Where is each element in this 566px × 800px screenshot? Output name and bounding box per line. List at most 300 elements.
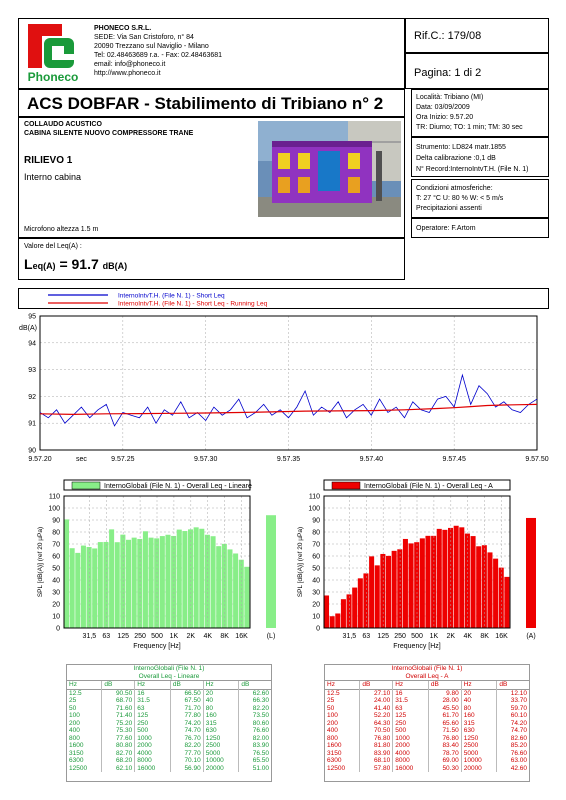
y-tick-label: 70	[52, 541, 60, 549]
table-cell: 10000	[461, 757, 497, 765]
table-cell: 74.70	[510, 727, 527, 734]
table-cell: 61.70	[428, 712, 461, 720]
x-tick-label: 1K	[169, 633, 179, 640]
report-title: ACS DOBFAR - Stabilimento di Tribiano n° 2	[27, 94, 384, 113]
leq-unit: dB(A)	[102, 261, 128, 271]
table-cell: 160	[203, 712, 239, 720]
table-row	[67, 697, 271, 705]
logo-text: Phoneco	[27, 70, 79, 84]
bar-1250	[177, 530, 182, 628]
x-tick-label: 4K	[463, 633, 473, 640]
table-header-cell: Hz	[325, 681, 360, 689]
spectrum-title: InternoGlobali (File N. 1) - Overall Leq - Lineare	[104, 483, 252, 490]
table-cell: 69.00	[428, 757, 461, 765]
table-a	[324, 664, 530, 782]
table-cell: 83.90	[360, 750, 393, 758]
table-cell: 125	[135, 712, 171, 720]
table-cell: 1000	[135, 735, 171, 743]
y-axis-label: dB(A)	[19, 325, 37, 332]
table-row	[325, 727, 529, 735]
table-cell: 64.30	[360, 720, 393, 728]
leq-value-line	[24, 256, 127, 272]
info-record: N° Record:InternoIntvT.H. (File N. 1)	[416, 166, 529, 173]
table-header-cell: dB	[428, 681, 461, 689]
table-cell: 66.30	[252, 697, 269, 704]
table-cell: 63	[135, 705, 171, 713]
leq-subscript: eq(A)	[32, 261, 56, 271]
table-cell: 60.10	[510, 712, 527, 719]
bar-315	[143, 531, 148, 628]
x-tick-label: 9.57.35	[276, 456, 301, 463]
bar-315	[403, 539, 408, 628]
table-cell: 800	[325, 735, 360, 743]
overall-bar	[526, 518, 536, 628]
x-tick-label: 1K	[429, 633, 439, 640]
table-linear-grid	[67, 681, 271, 772]
bar-50	[358, 578, 363, 628]
x-tick-label: 31,5	[82, 633, 97, 640]
table-cell: 2500	[461, 742, 497, 750]
info-condizioni: Condizioni atmosferiche:	[416, 185, 493, 192]
x-tick-label: 250	[134, 633, 146, 640]
company-logo	[22, 22, 84, 84]
table-cell: 59.70	[510, 704, 527, 712]
company-web: http://www.phoneco.it	[94, 70, 161, 77]
table-cell: 2000	[393, 742, 429, 750]
bar-100	[115, 542, 120, 628]
rilievo-label: RILIEVO 1	[24, 155, 73, 166]
bar-1600	[182, 531, 187, 628]
table-cell: 3150	[325, 750, 360, 758]
table-cell: 12500	[325, 765, 360, 773]
spectrum-legend-swatch	[332, 482, 360, 489]
bar-6300	[476, 546, 481, 628]
table-cell: 16	[135, 689, 171, 697]
bar-1000	[431, 536, 436, 628]
x-tick-label: 16K	[495, 633, 508, 640]
subtitle-cabina: CABINA SILENTE NUOVO COMPRESSORE TRANE	[24, 130, 194, 137]
bar-800	[425, 536, 430, 628]
x-tick-label: 63	[362, 633, 371, 640]
table-cell: 71.50	[428, 727, 461, 735]
table-cell: 50.30	[428, 765, 461, 773]
table-cell: 73.50	[252, 712, 269, 719]
table-cell: 27.10	[360, 689, 393, 697]
bar-40	[352, 588, 357, 628]
table-cell: 57.80	[360, 765, 393, 773]
bar-4000	[465, 534, 470, 628]
bar-100	[375, 565, 380, 628]
spectrum-title: InternoGlobali (File N. 1) - Overall Leq - A	[364, 483, 493, 490]
table-cell: 500	[393, 727, 429, 735]
logo-graphic	[22, 22, 84, 84]
bar-2000	[188, 529, 193, 628]
table-cell: 500	[135, 727, 171, 735]
table-cell: 6300	[325, 757, 360, 765]
table-row	[67, 742, 271, 750]
table-cell: 315	[461, 720, 497, 728]
table-cell: 70.10	[170, 757, 203, 765]
bar-10000	[487, 552, 492, 628]
table-header-row	[67, 681, 271, 689]
y-tick-label: 95	[28, 313, 36, 321]
table-cell: 16	[393, 689, 429, 697]
table-cell: 71.40	[102, 712, 135, 720]
bar-160	[386, 556, 391, 628]
page-box	[405, 53, 549, 89]
table-cell: 75.20	[102, 720, 135, 728]
time-chart-svg	[18, 288, 549, 468]
table-cell: 71.60	[102, 705, 135, 713]
bar-800	[165, 535, 170, 628]
table-cell: 80	[203, 705, 239, 713]
table-cell: 82.20	[170, 742, 203, 750]
y-tick-label: 20	[312, 601, 320, 609]
table-cell: 85.20	[510, 742, 527, 749]
company-phone: Tel: 02.48463689 r.a. - Fax: 02.48463681	[94, 52, 223, 59]
table-cell: 16000	[393, 765, 429, 773]
table-cell: 74.20	[170, 720, 203, 728]
bar-2000	[448, 528, 453, 628]
table-cell: 50	[67, 705, 102, 713]
bar-10000	[227, 549, 232, 628]
y-tick-label: 70	[312, 541, 320, 549]
y-tick-label: 110	[308, 493, 320, 501]
bar-31.5	[347, 594, 352, 628]
table-row	[325, 697, 529, 705]
y-tick-label: 80	[52, 529, 60, 537]
x-tick-label: 125	[117, 633, 130, 640]
y-tick-label: 90	[28, 447, 36, 455]
bar-4000	[205, 535, 210, 628]
location-description: Interno cabina	[24, 172, 82, 182]
y-tick-label: 40	[52, 577, 60, 585]
x-tick-label: 9.57.30	[193, 456, 218, 463]
table-cell: 20000	[461, 765, 497, 773]
table-cell: 1250	[461, 735, 497, 743]
table-cell: 12500	[67, 765, 102, 773]
company-address2: 20090 Trezzano sul Naviglio - Milano	[94, 43, 209, 50]
operator-box	[411, 218, 549, 238]
table-cell: 160	[461, 712, 497, 720]
table-header-cell: dB	[170, 681, 203, 689]
info-strumento: Strumento: LD824 matr.1855	[416, 144, 506, 151]
spectrum-chart-linear	[30, 478, 290, 658]
table-cell: 76.70	[170, 735, 203, 743]
table-cell: 78.70	[428, 750, 461, 758]
leq-symbol: L	[24, 256, 33, 272]
table-cell: 83.40	[428, 742, 461, 750]
bar-20000	[504, 577, 509, 628]
bar-31.5	[87, 547, 92, 628]
y-tick-label: 92	[28, 393, 36, 401]
bar-500	[414, 542, 419, 628]
table-cell: 6300	[67, 757, 102, 765]
company-address1: SEDE: Via San Cristoforo, n° 84	[94, 34, 194, 41]
y-tick-label: 30	[52, 589, 60, 597]
y-tick-label: 50	[312, 565, 320, 573]
bar-8000	[222, 544, 227, 628]
instrument-box	[411, 137, 549, 177]
y-tick-label: 100	[308, 505, 320, 513]
table-cell: 70.50	[360, 727, 393, 735]
table-header-cell: Hz	[203, 681, 239, 689]
x-tick-label: 4K	[203, 633, 213, 640]
subtitle-collaudo: COLLAUDO ACUSTICO	[24, 121, 102, 128]
table-header-cell: dB	[102, 681, 135, 689]
company-info	[94, 24, 314, 78]
spectrum-linear-svg	[30, 478, 290, 658]
table-cell: 25	[325, 697, 360, 705]
y-tick-label: 30	[312, 589, 320, 597]
table-cell: 51.00	[252, 764, 269, 772]
spectrum-legend-swatch	[72, 482, 100, 489]
table-cell: 100	[67, 712, 102, 720]
bar-12500	[493, 559, 498, 628]
table-cell: 68.20	[102, 757, 135, 765]
table-cell: 68.10	[360, 757, 393, 765]
table-row	[325, 689, 529, 697]
table-cell: 62.60	[252, 689, 269, 697]
table-cell: 1000	[393, 735, 429, 743]
table-cell: 71.70	[170, 705, 203, 713]
table-linear-title1: InternoGlobali (File N. 1)	[133, 665, 205, 672]
x-tick-label: 2K	[446, 633, 456, 640]
ref-box	[405, 18, 549, 53]
bar-16000	[499, 568, 504, 628]
y-tick-label: 100	[48, 505, 60, 513]
info-delta: Delta calibrazione :0,1 dB	[416, 155, 496, 162]
bar-2500	[194, 527, 199, 628]
table-cell: 42.60	[510, 764, 527, 772]
table-cell: 80.60	[252, 719, 269, 727]
weather-box	[411, 179, 549, 218]
info-operatore: Operatore: F.Artom	[416, 225, 476, 232]
table-row	[325, 735, 529, 743]
leq-value: = 91.7	[59, 256, 99, 272]
y-tick-label: 110	[48, 493, 60, 501]
table-cell: 630	[203, 727, 239, 735]
bar-1000	[171, 536, 176, 628]
bar-500	[154, 538, 159, 628]
legend-label-1: InternoIntvT.H. (File N. 1) - Short Leq - Running Leq	[118, 300, 268, 308]
table-cell: 31.5	[393, 697, 429, 705]
table-cell: 65.60	[428, 720, 461, 728]
table-cell: 65.50	[252, 757, 269, 764]
table-row	[67, 705, 271, 713]
table-cell: 20	[203, 689, 239, 697]
bar-25	[341, 599, 346, 628]
x-tick-label: 2K	[186, 633, 196, 640]
overall-label: (L)	[266, 633, 276, 640]
x-tick-label: 125	[377, 633, 390, 640]
table-cell: 80.80	[102, 742, 135, 750]
bar-400	[409, 543, 414, 628]
table-cell: 76.80	[428, 735, 461, 743]
x-tick-label: 9.57.45	[442, 456, 466, 463]
page-number: Pagina: 1 di 2	[414, 67, 482, 79]
bar-250	[137, 539, 142, 628]
spectrum-a-svg	[290, 478, 550, 658]
table-header-cell: dB	[241, 681, 250, 688]
table-cell: 12.10	[510, 689, 527, 697]
table-cell: 28.00	[428, 697, 461, 705]
y-tick-label: 10	[312, 613, 320, 621]
table-cell: 40	[461, 697, 497, 705]
y-axis-label: SPL [dB(A)] (ref 20 µPa)	[37, 526, 44, 598]
table-cell: 90.50	[102, 689, 135, 697]
table-cell: 52.20	[360, 712, 393, 720]
info-precipitazioni: Precipitazioni assenti	[416, 205, 482, 212]
legend-box	[19, 289, 549, 309]
table-cell: 31.5	[135, 697, 171, 705]
table-cell: 41.40	[360, 705, 393, 713]
site-photo	[258, 121, 401, 217]
photo-image	[258, 121, 401, 217]
table-cell: 82.70	[102, 750, 135, 758]
y-tick-label: 91	[28, 420, 36, 428]
x-axis-label: Frequency [Hz]	[393, 643, 441, 650]
info-ora: Ora Inizio: 9.57.20	[416, 114, 474, 121]
test-subtitle	[24, 120, 264, 138]
y-tick-label: 90	[52, 517, 60, 525]
table-cell: 125	[393, 712, 429, 720]
time-history-chart	[18, 288, 549, 468]
table-cell: 77.60	[102, 735, 135, 743]
table-cell: 74.70	[170, 727, 203, 735]
x-axis-label: Frequency [Hz]	[133, 643, 181, 650]
bar-63	[363, 573, 368, 628]
x-tick-label: 500	[411, 633, 423, 640]
company-email: email: info@phoneco.it	[94, 61, 166, 68]
company-name: PHONECO S.R.L.	[94, 25, 152, 32]
table-row	[67, 712, 271, 720]
x-tick-label: 8K	[480, 633, 489, 640]
leq-label: Valore del Leq(A) :	[24, 243, 82, 250]
spectrum-chart-a	[290, 478, 550, 658]
table-cell: 81.80	[360, 742, 393, 750]
table-cell: 2000	[135, 742, 171, 750]
x-unit-label: sec	[75, 456, 87, 463]
table-cell: 25	[67, 697, 102, 705]
x-tick-label: 16K	[235, 633, 248, 640]
y-tick-label: 40	[312, 577, 320, 585]
bar-63	[103, 542, 108, 628]
y-tick-label: 20	[52, 601, 60, 609]
table-a-grid	[325, 681, 529, 772]
table-cell: 250	[393, 720, 429, 728]
bar-5000	[211, 536, 216, 628]
bar-630	[160, 536, 165, 628]
bar-20	[335, 613, 340, 628]
table-cell: 4000	[393, 750, 429, 758]
table-row	[325, 765, 529, 773]
y-tick-label: 0	[316, 625, 320, 633]
bar-12500	[233, 553, 238, 628]
ref-number: Rif.C.: 179/08	[414, 30, 482, 42]
info-data: Data: 03/09/2009	[416, 104, 470, 111]
bar-160	[126, 540, 131, 628]
table-cell: 76.60	[252, 727, 269, 734]
table-cell: 100	[325, 712, 360, 720]
bar-12.5	[324, 595, 329, 628]
table-row	[325, 757, 529, 765]
y-tick-label: 90	[312, 517, 320, 525]
table-row	[67, 727, 271, 735]
table-cell: 80	[461, 705, 497, 713]
table-cell: 800	[67, 735, 102, 743]
table-cell: 74.20	[510, 719, 527, 727]
bar-16	[330, 616, 335, 628]
bar-400	[149, 538, 154, 628]
legend-label-0: InternoIntvT.H. (File N. 1) - Short Leq	[118, 292, 225, 300]
bar-1600	[442, 530, 447, 628]
table-row	[67, 720, 271, 728]
table-cell: 9.80	[428, 689, 461, 697]
table-cell: 4000	[135, 750, 171, 758]
y-axis-label: SPL [dB(A)] (ref 20 µPa)	[297, 526, 304, 598]
table-cell: 56.90	[170, 765, 203, 773]
table-linear	[66, 664, 272, 782]
x-tick-label: 63	[102, 633, 111, 640]
table-header-cell: dB	[499, 681, 508, 688]
table-row	[67, 757, 271, 765]
x-tick-label: 9.57.50	[525, 456, 549, 463]
table-cell: 77.70	[170, 750, 203, 758]
table-cell: 68.70	[102, 697, 135, 705]
table-cell: 76.50	[252, 749, 269, 757]
y-tick-label: 93	[28, 367, 36, 375]
table-cell: 24.00	[360, 697, 393, 705]
table-cell: 2500	[203, 742, 239, 750]
x-tick-label: 9.57.25	[111, 456, 135, 463]
table-cell: 67.50	[170, 697, 203, 705]
table-cell: 400	[325, 727, 360, 735]
table-cell: 1600	[67, 742, 102, 750]
x-tick-label: 9.57.40	[359, 456, 384, 463]
y-tick-label: 0	[56, 625, 60, 633]
table-cell: 630	[461, 727, 497, 735]
table-cell: 83.90	[252, 742, 269, 749]
overall-label: (A)	[526, 633, 536, 640]
table-cell: 10000	[203, 757, 239, 765]
bar-125	[380, 554, 385, 628]
bar-125	[120, 535, 125, 628]
table-cell: 66.50	[170, 689, 203, 697]
bar-16	[70, 548, 75, 628]
microphone-height: Microfono altezza 1.5 m	[24, 226, 99, 233]
table-cell: 63.00	[510, 757, 527, 764]
table-cell: 8000	[393, 757, 429, 765]
y-tick-label: 10	[52, 613, 60, 621]
bar-25	[81, 546, 86, 628]
table-cell: 82.60	[510, 734, 527, 742]
table-cell: 75.30	[102, 727, 135, 735]
bar-2500	[454, 526, 459, 628]
x-tick-label: 9.57.20	[28, 456, 52, 463]
bar-16000	[239, 560, 244, 628]
table-cell: 200	[67, 720, 102, 728]
table-linear-title2: Overall Leq - Lineare	[67, 673, 271, 682]
x-tick-label: 8K	[220, 633, 229, 640]
table-cell: 62.10	[102, 765, 135, 773]
bar-20000	[244, 567, 249, 628]
bar-40	[92, 548, 97, 628]
bar-630	[420, 538, 425, 628]
table-cell: 50	[325, 705, 360, 713]
y-tick-label: 60	[312, 553, 320, 561]
y-tick-label: 60	[52, 553, 60, 561]
